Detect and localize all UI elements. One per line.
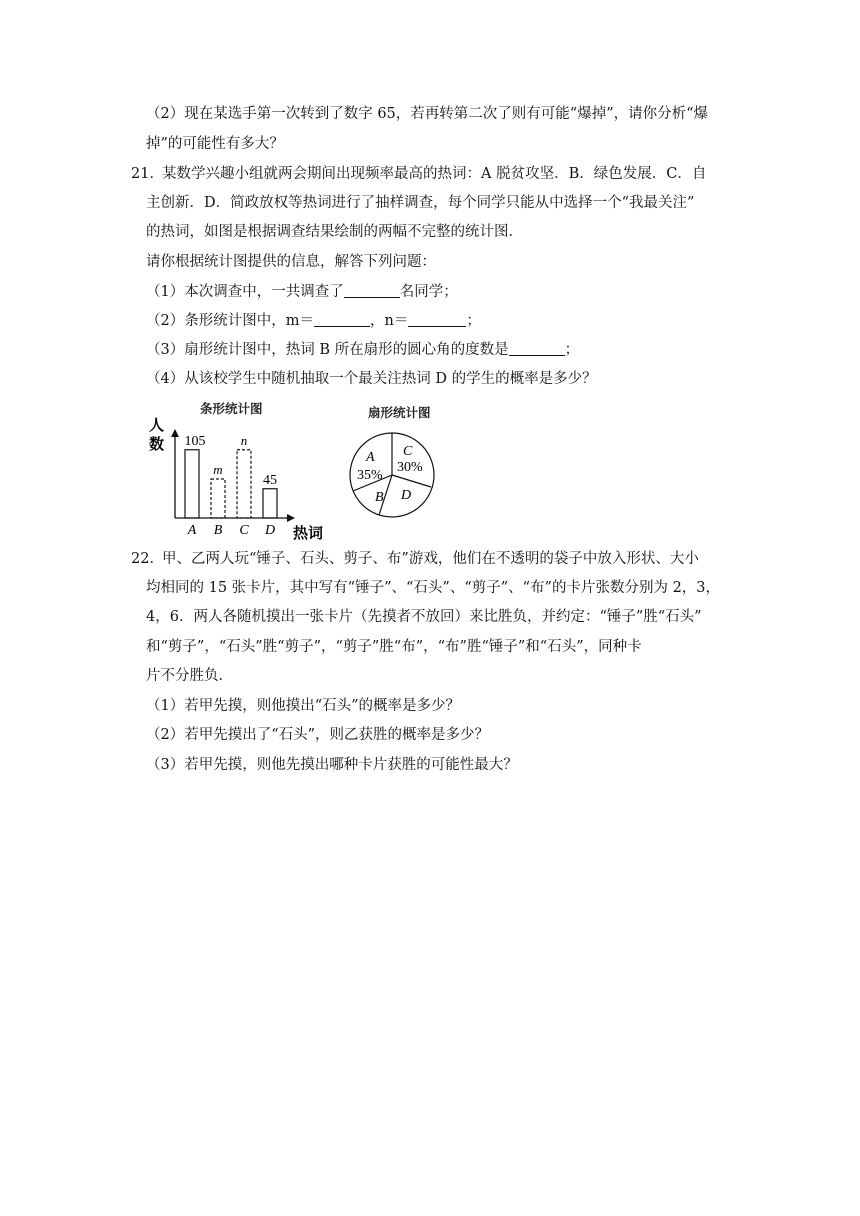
answer-blank <box>344 283 400 298</box>
q21-part2 <box>146 311 481 331</box>
bar-category-label: B <box>213 523 223 538</box>
bar-category-label: A <box>187 523 197 538</box>
q21-intro-line1: 某数学兴趣小组就两会期间出现频率最高的热词：A 脱贫攻坚．B．绿色发展．C．自 <box>162 166 707 182</box>
q22-part3: （3）若甲先摸，则他先摸出哪种卡片获胜的可能性最大？ <box>146 757 518 773</box>
x-axis-label: 热词 <box>293 526 324 542</box>
bar-c <box>237 450 251 518</box>
x-axis-arrow <box>287 514 295 522</box>
pie-slice-value-a: 35% <box>357 468 383 483</box>
pie-slice-label-d: D <box>401 488 412 503</box>
pie-slice-label-a: A <box>366 450 375 465</box>
pie-divider <box>392 475 431 487</box>
y-axis-arrow <box>171 429 179 437</box>
q21-part2-mid: ，n＝ <box>369 313 409 329</box>
q22-line3: 4，6．两人各随机摸出一张卡片（先摸者不放回）来比胜负，并约定：“锤子”胜“石头” <box>146 609 702 625</box>
pie-slice-label-c: C <box>403 444 413 459</box>
q21-part2-text: （2）条形统计图中，m＝ <box>146 313 314 329</box>
q21-part3 <box>146 340 579 360</box>
q22-line2: 均相同的 15 张卡片，其中写有“锤子”、“石头”、“剪子”、“布”的卡片张数分别为 2，3， <box>146 580 721 596</box>
bar-b <box>211 479 225 518</box>
q21-part2-tail: ； <box>466 313 481 329</box>
bar-category-label: C <box>239 523 249 538</box>
pie-chart <box>345 425 445 525</box>
answer-blank <box>314 312 370 327</box>
q22-part2: （2）若甲先摸出了“石头”，则乙获胜的概率是多少？ <box>146 727 490 743</box>
pie-chart-title: 扇形统计图 <box>368 405 431 420</box>
pie-slice-label-b: B <box>375 490 384 505</box>
q22-line4: 和“剪子”，“石头”胜“剪子”，“剪子”胜“布”，“布”胜“锤子”和“石头”，同种卡 <box>146 639 642 655</box>
q20-part2-line1: （2）现在某选手第一次转到了数字 65，若再转第二次了则有可能“爆掉”，请你分析“爆 <box>146 106 709 122</box>
q22-part1: （1）若甲先摸，则他摸出“石头”的概率是多少？ <box>146 698 461 714</box>
y-axis-label-char: 数 <box>149 437 165 453</box>
q21-intro-line2: 主创新．D．简政放权等热词进行了抽样调查，每个同学只能从中选择一个“我最关注” <box>146 195 695 211</box>
bar-value-label: m <box>213 462 223 477</box>
q21-part1-tail: 名同学； <box>399 284 458 300</box>
bar-value-label: 105 <box>184 433 206 449</box>
q22-line1: 甲、乙两人玩“锤子、石头、剪子、布”游戏，他们在不透明的袋子中放入形状、大小 <box>162 551 699 567</box>
y-axis-label-char: 人 <box>149 418 165 434</box>
bar-chart <box>145 400 345 545</box>
bar-value-label: 45 <box>263 472 277 488</box>
q21-part3-tail: ； <box>564 342 580 358</box>
bar-value-label: n <box>240 432 248 448</box>
q22-line5: 片不分胜负． <box>146 668 233 684</box>
answer-blank <box>509 341 565 356</box>
q21-part1 <box>146 282 458 302</box>
q21-part4: （4）从该校学生中随机抽取一个最关注热词 D 的学生的概率是多少？ <box>146 371 597 387</box>
q21-prompt: 请你根据统计图提供的信息，解答下列问题： <box>146 254 436 270</box>
q20-part2-line2: 掉”的可能性有多大？ <box>146 136 284 152</box>
bar-d <box>263 489 277 518</box>
bar-category-label: D <box>264 523 276 538</box>
answer-blank <box>408 312 466 327</box>
q21-intro-line3: 的热词，如图是根据调查结果绘制的两幅不完整的统计图． <box>146 224 523 240</box>
pie-slice-value-c: 30% <box>397 460 423 475</box>
bar-a <box>185 450 199 518</box>
q22-number: 22． <box>131 551 164 567</box>
q21-part3-text: （3）扇形统计图中，热词 B 所在扇形的圆心角的度数是 <box>146 342 509 358</box>
q21-part1-text: （1）本次调查中，一共调查了 <box>146 284 344 300</box>
bar-chart-title: 条形统计图 <box>200 401 263 416</box>
q21-number: 21． <box>131 166 164 182</box>
